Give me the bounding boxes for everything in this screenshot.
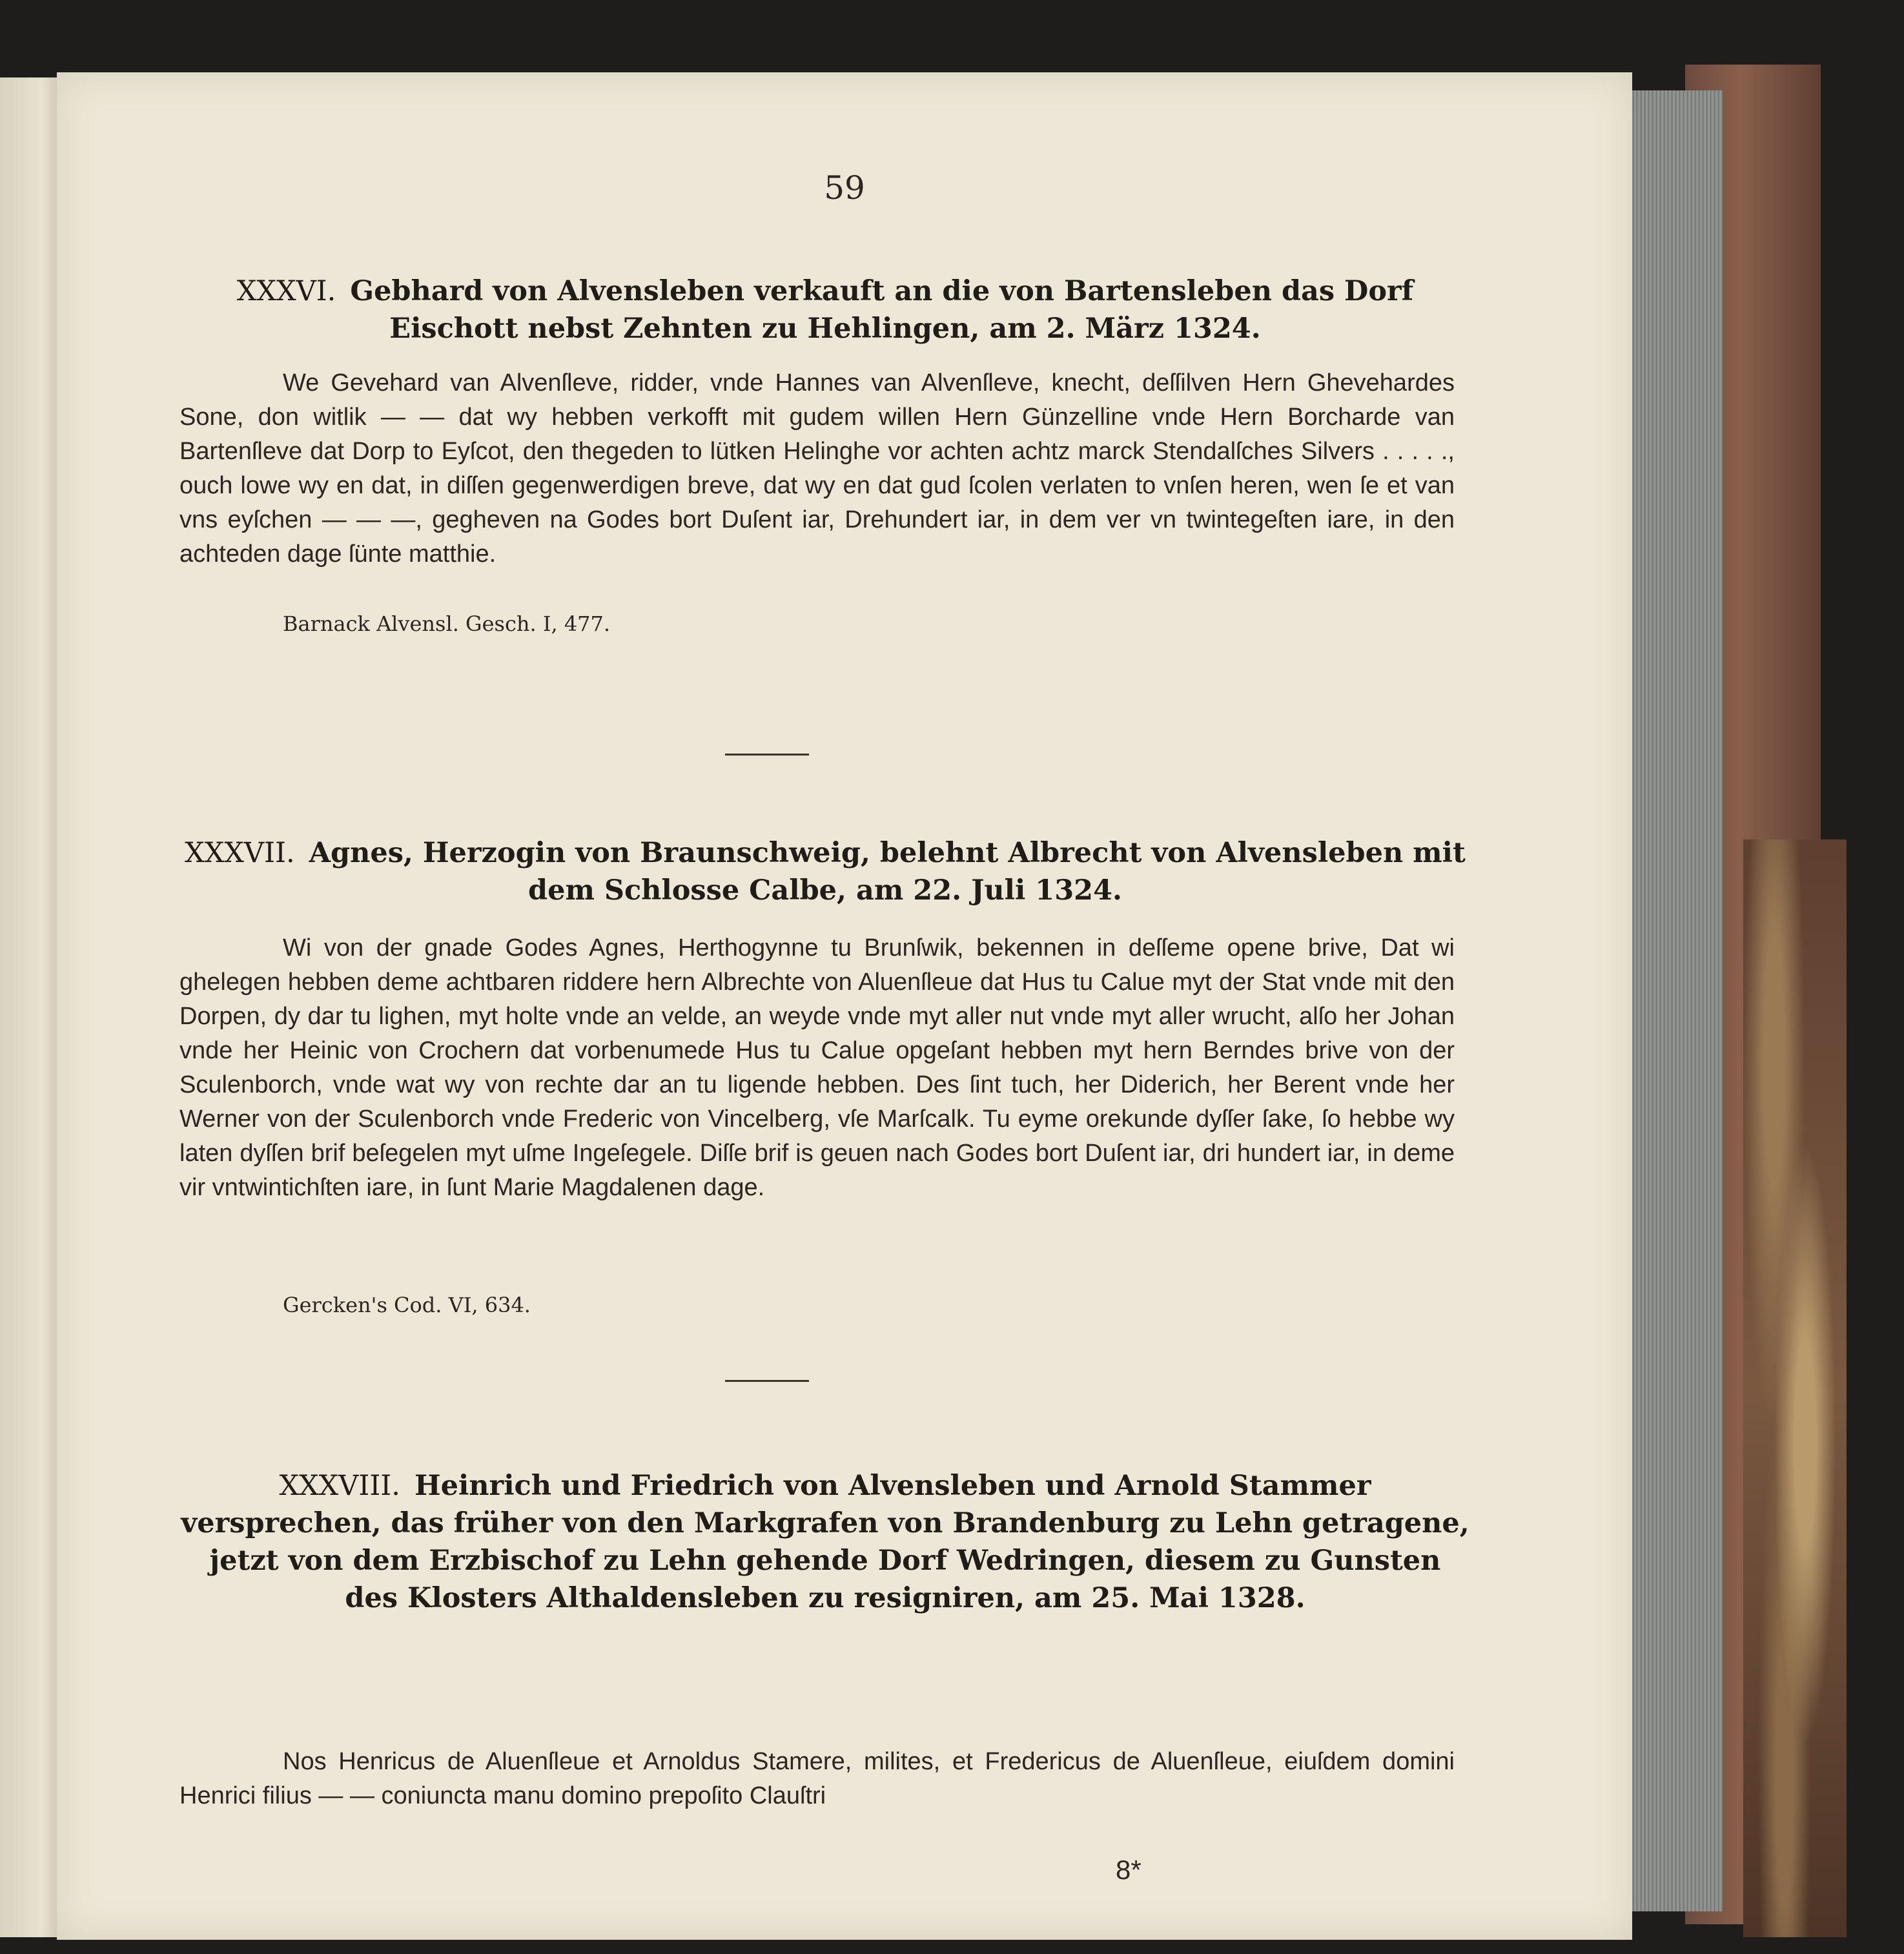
section-title: Agnes, Herzogin von Braunschweig, belehnt Albrecht von Alvensleben mit dem Schlosse Calbe, am 22. Juli 1324. — [309, 837, 1466, 907]
section-source-36: Barnack Alvensl. Gesch. I, 477. — [283, 612, 611, 636]
signature-mark: 8* — [1116, 1855, 1141, 1885]
marbled-cover-paper — [1743, 839, 1847, 1937]
section-heading-37 — [179, 834, 1471, 909]
section-text-36: We Gevehard van Alvenſleve, ridder, vnde Hannes van Alvenſleve, knecht, deſſilven Hern Ghevehardes Sone, don witlik — — dat wy hebben verkofft mit gudem willen Hern Günzelline vnde Hern Borcharde van Bartenſleve dat Dorp to Eyſcot, den thegeden to lütken Helinghe vor achten achtz marck Stendalſches Silvers . . . . ., ouch lowe wy en dat, in diſſen gegenwerdigen breve, dat wy en dat gud ſcolen verlaten to vnſen heren, wen ſe et van vns eyſchen — — —, gegheven na Godes bort Duſent iar, Drehundert iar, in dem ver vn twintegeſten iare, in den achteden dage ſünte matthie. — [179, 369, 1455, 568]
section-title: Heinrich und Friedrich von Alvensleben und Arnold Stammer versprechen, das früher von den Markgrafen von Brandenburg zu Lehn getragene, jetzt von dem Erzbischof zu Lehn gehende Dorf Wedringen, diesem zu Gunsten des Klosters Althaldensleben zu resigniren, am 25. Mai 1328. — [181, 1470, 1469, 1614]
section-text-37: Wi von der gnade Godes Agnes, Herthogynne tu Brunſwik, bekennen in deſſeme opene brive, Dat wi ghelegen hebben deme achtbaren riddere hern Albrechte von Aluenſleue dat Hus tu Calue myt der Stat vnde mit den Dorpen, dy dar tu lighen, myt holte vnde an velde, an weyde vnde myt aller nut vnde myt aller wrucht, alſo her Johan vnde her Heinic von Crochern dat vorbenumede Hus tu Calue opgeſant hebben myt hern Berndes brive von der Sculenborch, vnde wat wy von rechte dar an tu ligende hebben. Des ſint tuch, her Diderich, her Berent vnde her Werner von der Sculenborch vnde Frederic von Vincelberg, vſe Marſcalk. Tu eyme orekunde dyſſer ſake, ſo hebbe wy laten dyſſen brif beſegelen myt uſme Ingeſegele. Diſſe brif is geuen nach Godes bort Duſent iar, dri hundert iar, in deme vir vntwintichſten iare, in ſunt Marie Magdalenen dage. — [179, 934, 1455, 1201]
section-heading-36 — [179, 273, 1471, 347]
page — [57, 72, 1632, 1940]
page-number: 59 — [824, 169, 865, 207]
section-divider — [725, 754, 809, 756]
facing-page-edge — [0, 77, 59, 1937]
section-divider — [725, 1380, 809, 1382]
section-heading-38 — [179, 1467, 1471, 1617]
section-number: XXXVIII. — [279, 1470, 400, 1502]
section-text-38: Nos Henricus de Aluenſleue et Arnoldus Stamere, milites, et Fredericus de Aluenſleue, eiuſdem domini Henrici filius — — coniuncta manu domino prepoſito Clauſtri — [179, 1748, 1455, 1809]
page-block-edge — [1624, 90, 1723, 1911]
section-title: Gebhard von Alvensleben verkauft an die von Bartensleben das Dorf Eischott nebst Zehnten zu Hehlingen, am 2. März 1324. — [350, 275, 1414, 345]
section-source-37: Gercken's Cod. VI, 634. — [283, 1293, 531, 1317]
section-number: XXXVI. — [236, 275, 336, 307]
section-number: XXXVII. — [185, 837, 295, 869]
